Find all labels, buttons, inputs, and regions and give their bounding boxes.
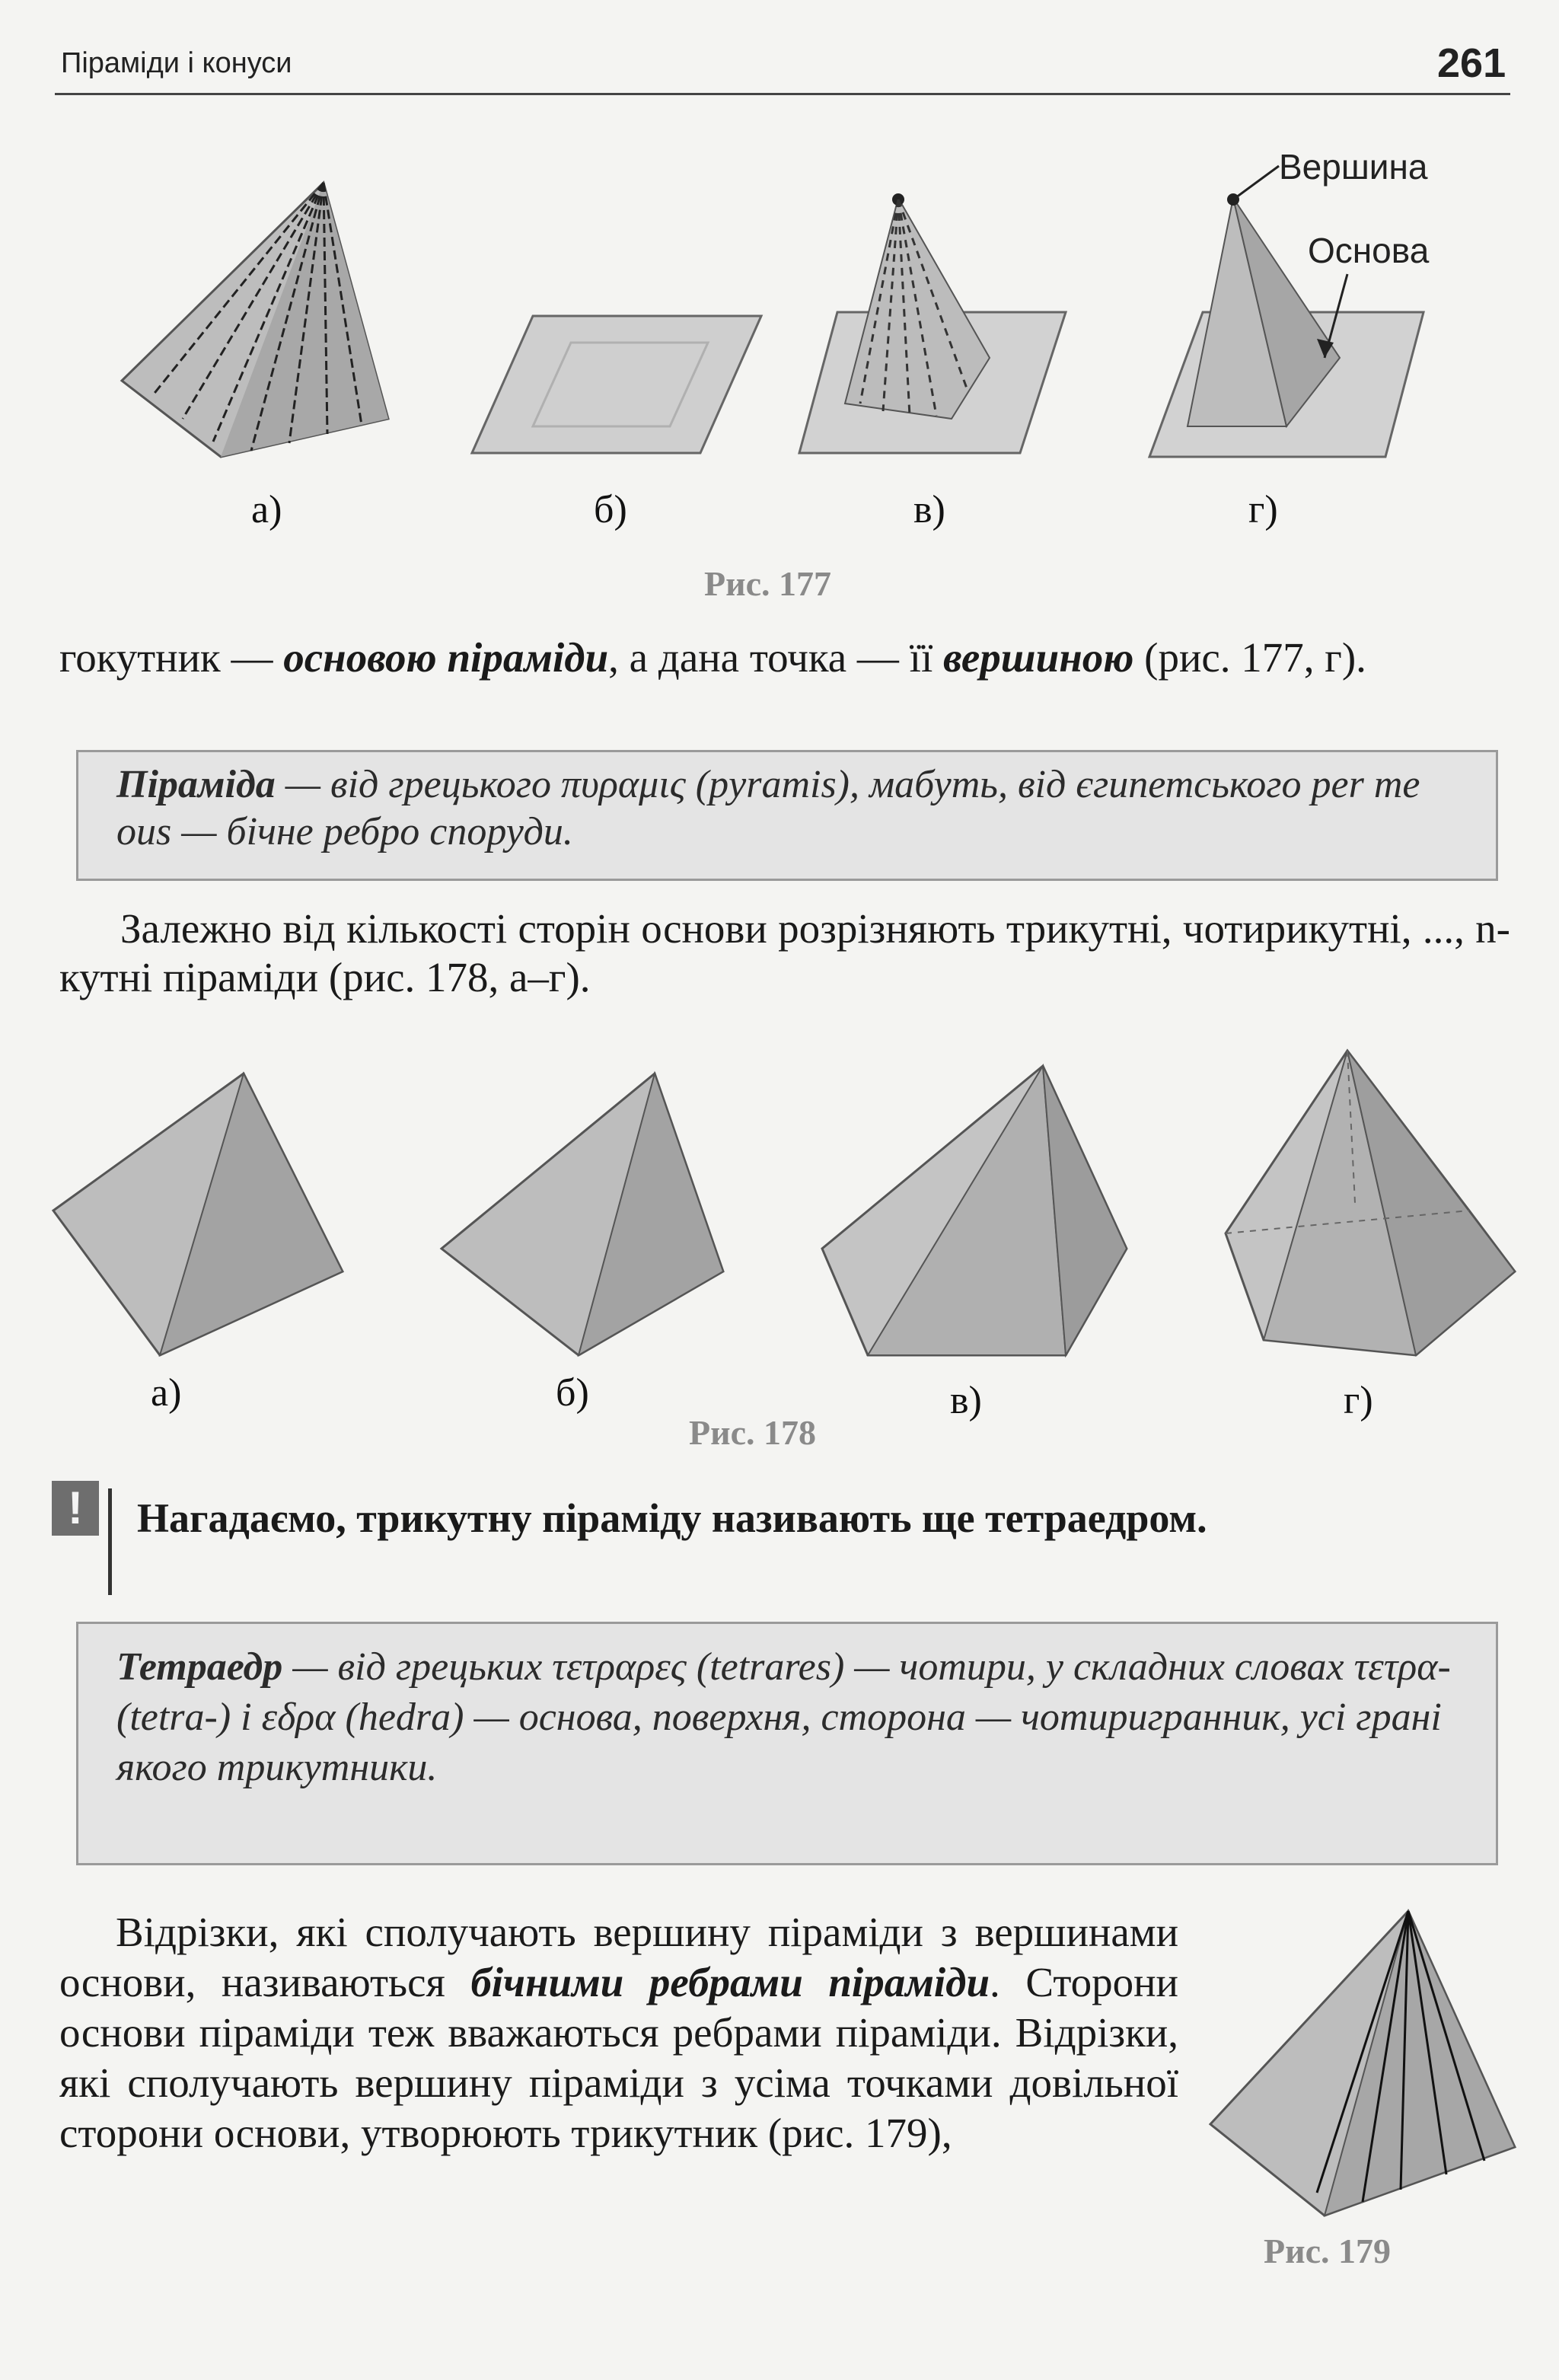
- para1-term-apex: вершиною: [942, 634, 1134, 681]
- etymology-pyramid-rest: — від грецького πυραμις (pyramis), мабуть, від єгипетського per me ous — бічне ребро споруди.: [116, 763, 1420, 853]
- etymology-tetrahedron-rest: — від грецьких τετραρες (tetrares) — чотири, у складних словах τετρα- (tetra-) і εδρα (hedra) — основа, поверхня, сторона — чотиригранник, усі грані якого трикутники.: [116, 1645, 1451, 1789]
- reminder-exclamation-icon: !: [52, 1481, 99, 1536]
- figure-178b-quadrilateral-pyramid: [426, 1066, 731, 1363]
- reminder-bar: [108, 1488, 112, 1595]
- fig178-part-b: б): [556, 1371, 589, 1415]
- fig178-part-c: в): [950, 1379, 982, 1422]
- figure-179-pyramid-triangle: [1203, 1903, 1522, 2223]
- fig177-part-b: б): [594, 488, 627, 531]
- para1-text-3: (рис. 177, г).: [1133, 634, 1366, 681]
- fig177-part-a: а): [251, 488, 282, 531]
- fig177-part-c: в): [913, 488, 945, 531]
- apex-label: Вершина: [1279, 147, 1428, 187]
- para3-text-2: . Сторони основи піраміди теж вважаються ребрами піраміди. Відрізки, які сполучають вершину піраміди з усіма точками довільної сторони основи, утворюють трикутник (рис. 179),: [59, 1959, 1178, 2156]
- reminder-text: Нагадаємо, трикутну піраміду називають ще тетраедром.: [137, 1495, 1207, 1541]
- paragraph-lateral-edges: [59, 1907, 1178, 2158]
- figure-177c-pyramid-on-plane: [784, 190, 1073, 464]
- figure-177b-plane: [464, 312, 769, 464]
- para3-text-1: Відрізки, які сполучають вершину піраміди з вершинами основи, називаються: [59, 1909, 1178, 2005]
- etymology-pyramid-text: [78, 752, 1496, 856]
- figure-177a-triangle: [107, 167, 396, 472]
- fig178-part-d: г): [1344, 1379, 1373, 1422]
- figure-178d-hexagonal-pyramid: [1218, 1043, 1522, 1363]
- para3-term-lateral-edges: бічними ребрами піраміди: [470, 1959, 990, 2005]
- base-label: Основа: [1308, 231, 1430, 270]
- fig178-part-a: а): [151, 1371, 182, 1415]
- para1-text-2: , а дана точка — її: [608, 634, 943, 681]
- figure-178c-pentagonal-pyramid: [815, 1058, 1134, 1363]
- etymology-tetrahedron-term: Тетраедр: [116, 1645, 283, 1689]
- fig177-caption: Рис. 177: [704, 564, 832, 603]
- fig178-caption: Рис. 178: [689, 1413, 817, 1452]
- etymology-tetrahedron-text: [78, 1624, 1496, 1793]
- fig179-caption: Рис. 179: [1264, 2232, 1392, 2270]
- etymology-box-tetrahedron: [76, 1622, 1498, 1865]
- running-header: Піраміди і конуси: [61, 47, 292, 79]
- header-rule: [55, 93, 1510, 95]
- figure-178a-triangular-pyramid: [38, 1066, 358, 1363]
- fig177-part-d: г): [1248, 488, 1278, 531]
- etymology-pyramid-term: Піраміда: [116, 763, 276, 806]
- etymology-box-pyramid: [76, 750, 1498, 881]
- page-number: 261: [1437, 40, 1506, 86]
- para1-text-1: гокутник —: [59, 634, 284, 681]
- paragraph-pyramid-types: Залежно від кількості сторін основи розрізняють трикутні, чотирикутні, ..., n-кутні піраміди (рис. 178, а–г).: [59, 905, 1510, 1000]
- paragraph-pyramid-definition-end: [59, 633, 1510, 682]
- para1-term-base: основою піраміди: [283, 634, 609, 681]
